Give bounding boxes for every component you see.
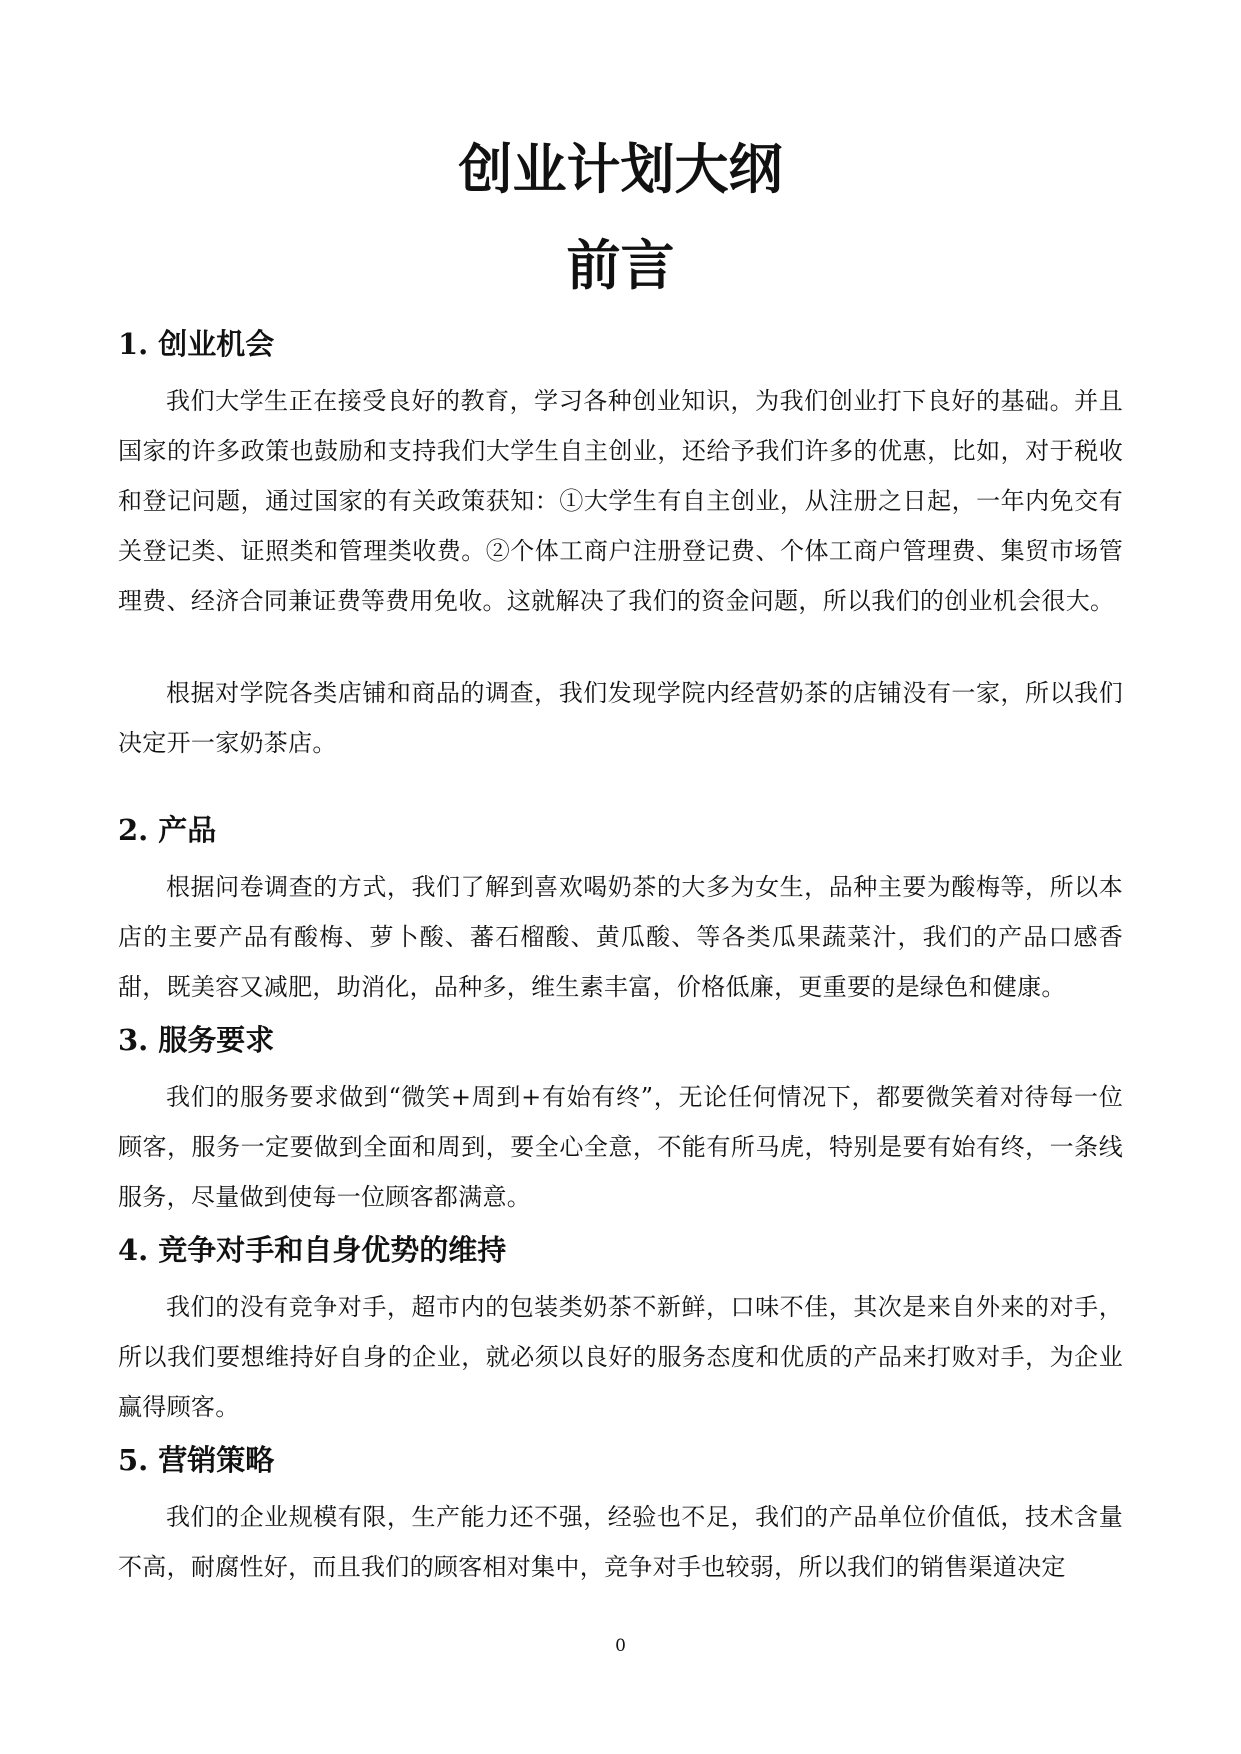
section-paragraph: 我们的服务要求做到“微笑+周到+有始有终”，无论任何情况下，都要微笑着对待每一位顾客，服务一定要做到全面和周到，要全心全意，不能有所马虎，特别是要有始有终，一条线服务，尽量做到使每一位顾客都满意。 bbox=[118, 1083, 1123, 1211]
section-paragraph: 根据对学院各类店铺和商品的调查，我们发现学院内经营奶茶的店铺没有一家，所以我们决定开一家奶茶店。 bbox=[118, 679, 1123, 757]
section-number: 4. bbox=[118, 1233, 149, 1267]
section-title: 竞争对手和自身优势的维持 bbox=[158, 1233, 507, 1267]
section-paragraph: 我们大学生正在接受良好的教育，学习各种创业知识，为我们创业打下良好的基础。并且国家的许多政策也鼓励和支持我们大学生自主创业，还给予我们许多的优惠，比如，对于税收和登记问题，通过国家的有关政策获知：①大学生有自主创业，从注册之日起，一年内免交有关登记类、证照类和管理类收费。②个体工商户注册登记费、个体工商户管理费、集贸市场管理费、经济合同兼证费等费用免收。这就解决了我们的资金问题，所以我们的创业机会很大。 bbox=[118, 387, 1123, 615]
section-number: 2. bbox=[118, 813, 149, 847]
section-number: 5. bbox=[118, 1443, 149, 1477]
document-title: 创业计划大纲 bbox=[458, 138, 783, 201]
section-number: 1. bbox=[118, 327, 149, 361]
section-title: 创业机会 bbox=[158, 327, 275, 361]
page-number: 0 bbox=[615, 1636, 626, 1656]
section-heading bbox=[118, 1232, 506, 1268]
section-title: 服务要求 bbox=[158, 1023, 275, 1057]
section-heading bbox=[118, 326, 274, 362]
section-heading bbox=[118, 1022, 274, 1058]
section-title: 产品 bbox=[158, 813, 217, 847]
section-paragraph: 我们的企业规模有限，生产能力还不强，经验也不足，我们的产品单位价值低，技术含量不高，耐腐性好，而且我们的顾客相对集中，竞争对手也较弱，所以我们的销售渠道决定 bbox=[118, 1503, 1123, 1581]
section-title: 营销策略 bbox=[158, 1443, 275, 1477]
section-heading bbox=[118, 1442, 274, 1478]
section-heading bbox=[118, 812, 216, 848]
section-paragraph: 根据问卷调查的方式，我们了解到喜欢喝奶茶的大多为女生，品种主要为酸梅等，所以本店的主要产品有酸梅、萝卜酸、蕃石榴酸、黄瓜酸、等各类瓜果蔬菜汁，我们的产品口感香甜，既美容又减肥，助消化，品种多，维生素丰富，价格低廉，更重要的是绿色和健康。 bbox=[118, 873, 1123, 1001]
section-number: 3. bbox=[118, 1023, 149, 1057]
section-paragraph: 我们的没有竞争对手，超市内的包装类奶茶不新鲜，口味不佳，其次是来自外来的对手，所以我们要想维持好自身的企业，就必须以良好的服务态度和优质的产品来打败对手，为企业赢得顾客。 bbox=[118, 1293, 1123, 1421]
document-subtitle: 前言 bbox=[566, 234, 675, 297]
